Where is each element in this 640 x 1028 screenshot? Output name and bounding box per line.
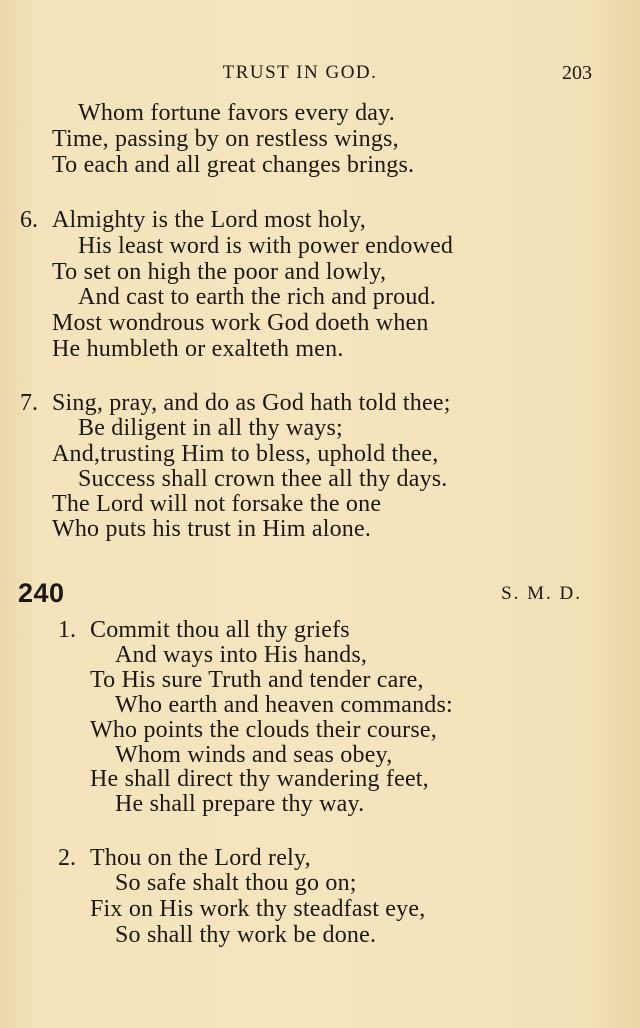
verse-number: 7. xyxy=(20,390,38,416)
page-number: 203 xyxy=(562,62,592,84)
verse-line: Sing, pray, and do as God hath told thee; xyxy=(52,390,451,416)
verse-line: Most wondrous work God doeth when xyxy=(52,310,429,336)
verse-line: His least word is with power endowed xyxy=(78,233,454,259)
verse-line: Almighty is the Lord most holy, xyxy=(52,207,366,233)
verse-line: And ways into His hands, xyxy=(115,642,368,668)
verse-line: Whom winds and seas obey, xyxy=(115,742,393,768)
verse-line: And cast to earth the rich and proud. xyxy=(78,284,436,310)
hymn-meter: S. M. D. xyxy=(501,583,582,604)
hymn-number: 240 xyxy=(18,578,65,608)
verse-line: Whom fortune favors every day. xyxy=(78,100,395,126)
verse-line: He shall prepare thy way. xyxy=(115,791,365,817)
verse-line: Time, passing by on restless wings, xyxy=(52,126,399,152)
verse-line: The Lord will not forsake the one xyxy=(52,491,382,517)
verse-line: Who points the clouds their course, xyxy=(90,717,437,743)
verse-line: Thou on the Lord rely, xyxy=(90,845,311,871)
verse-line: To set on high the poor and lowly, xyxy=(52,259,387,285)
verse-line: To each and all great changes brings. xyxy=(52,152,415,178)
verse-line: He humbleth or exalteth men. xyxy=(52,336,344,362)
verse-number: 1. xyxy=(58,617,76,643)
verse-line: Who puts his trust in Him alone. xyxy=(52,516,372,542)
verse-line: Who earth and heaven commands: xyxy=(115,692,453,718)
verse-line: Commit thou all thy griefs xyxy=(90,617,350,643)
verse-number: 6. xyxy=(20,207,38,233)
verse-line: So shall thy work be done. xyxy=(115,922,377,948)
verse-line: He shall direct thy wandering feet, xyxy=(90,766,429,792)
verse-line: Fix on His work thy steadfast eye, xyxy=(90,896,426,922)
verse-line: To His sure Truth and tender care, xyxy=(90,667,424,693)
verse-line: Success shall crown thee all thy days. xyxy=(78,466,448,492)
running-title: TRUST IN GOD. xyxy=(222,62,378,83)
verse-line: And,trusting Him to bless, uphold thee, xyxy=(52,441,439,467)
verse-line: So safe shalt thou go on; xyxy=(115,870,357,896)
verse-line: Be diligent in all thy ways; xyxy=(78,415,343,441)
verse-number: 2. xyxy=(58,845,76,871)
